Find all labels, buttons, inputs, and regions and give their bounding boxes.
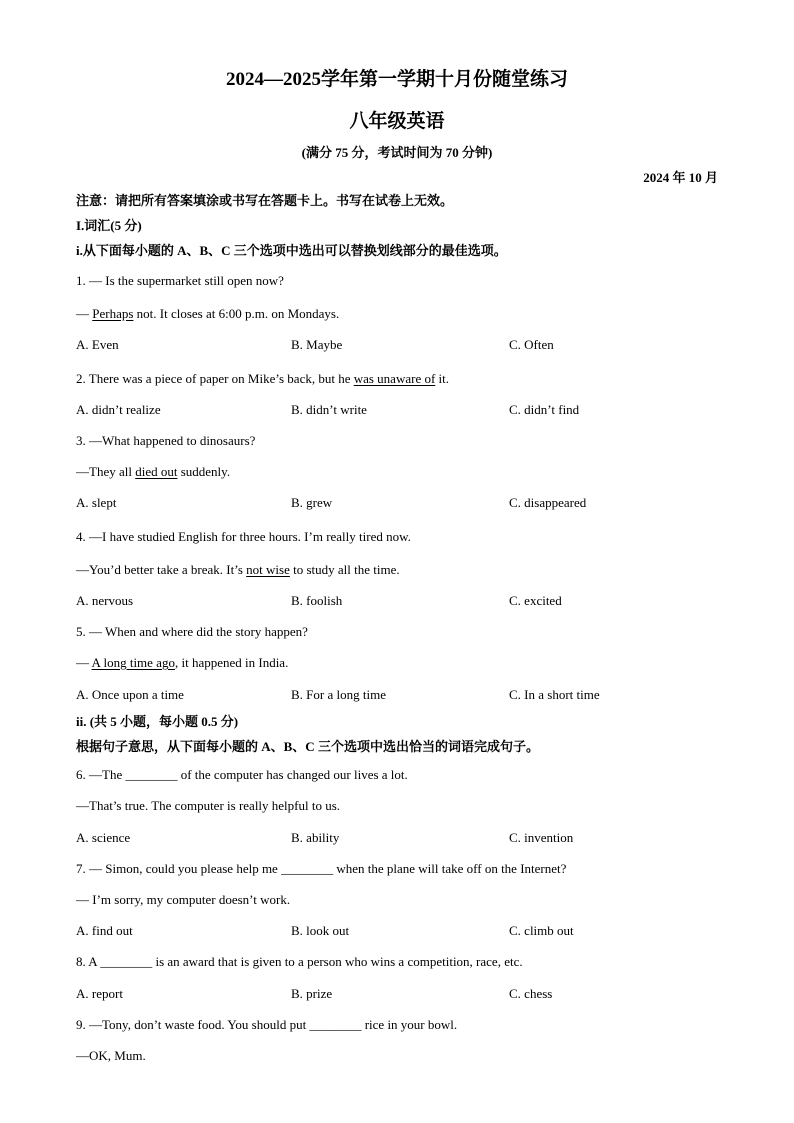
- option-a: A. science: [76, 830, 131, 845]
- question-8-line: [76, 954, 523, 970]
- question-1-line: [76, 306, 339, 322]
- question-9-line: [76, 1048, 146, 1064]
- option-c: C. disappeared: [509, 495, 587, 510]
- question-text: —That’s true. The computer is really helpful to us.: [76, 798, 341, 813]
- option-c: C. excited: [509, 593, 562, 608]
- section-title: I.词汇(5 分): [76, 218, 142, 233]
- part-ii-title: ii. (共 5 小题，每小题 0.5 分): [76, 714, 239, 729]
- question-7-line: [76, 892, 290, 908]
- option-a: A. find out: [76, 923, 133, 938]
- question-text: 3. —What happened to dinosaurs?: [76, 433, 256, 448]
- question-text: —: [76, 306, 93, 321]
- question-5-line: [76, 655, 288, 671]
- exam-subject: 八年级英语: [349, 111, 445, 132]
- question-text: 4. —I have studied English for three hours. I’m really tired now.: [76, 529, 411, 544]
- option-c: C. Often: [509, 337, 554, 352]
- question-5-line: [76, 624, 308, 640]
- notice: 注意：请把所有答案填涂或书写在答题卡上。书写在试卷上无效。: [76, 193, 454, 208]
- option-b: B. ability: [291, 830, 340, 845]
- option-c: C. didn’t find: [509, 402, 580, 417]
- question-text: 9. —Tony, don’t waste food. You should put ________ rice in your bowl.: [76, 1017, 458, 1032]
- question-text: — I’m sorry, my computer doesn’t work.: [76, 892, 291, 907]
- question-text: —You’d better take a break. It’s: [76, 562, 247, 577]
- question-text: —OK, Mum.: [76, 1048, 146, 1063]
- question-9-line: [76, 1017, 457, 1033]
- option-c: C. invention: [509, 830, 574, 845]
- question-text: to study all the time.: [289, 562, 400, 577]
- option-a: A. slept: [76, 495, 117, 510]
- underlined-phrase: died out: [135, 464, 178, 479]
- question-text: 1. — Is the supermarket still open now?: [76, 273, 284, 288]
- exam-title: 2024—2025学年第一学期十月份随堂练习: [225, 69, 568, 90]
- option-a: A. Even: [76, 337, 119, 352]
- option-b: B. look out: [291, 923, 350, 938]
- option-a: A. report: [76, 986, 123, 1001]
- question-4-line: [76, 562, 400, 578]
- question-text: suddenly.: [177, 464, 231, 479]
- underlined-phrase: was unaware of: [353, 371, 436, 386]
- question-4-line: [76, 529, 411, 545]
- option-b: B. For a long time: [291, 687, 386, 702]
- question-6-line: [76, 798, 340, 814]
- option-b: B. foolish: [291, 593, 343, 608]
- option-a: A. didn’t realize: [76, 402, 161, 417]
- option-a: A. nervous: [76, 593, 134, 608]
- part-ii-instruction: 根据句子意思，从下面每小题的 A、B、C 三个选项中选出恰当的词语完成句子。: [76, 739, 539, 754]
- question-3-line: [76, 464, 230, 480]
- question-text: —They all: [76, 464, 136, 479]
- underlined-phrase: A long time ago: [91, 655, 175, 670]
- option-b: B. grew: [291, 495, 333, 510]
- question-text: 5. — When and where did the story happen?: [76, 624, 308, 639]
- option-c: C. climb out: [509, 923, 574, 938]
- question-1-line: [76, 273, 284, 289]
- question-text: —: [76, 655, 92, 670]
- part-i-instruction: i.从下面每小题的 A、B、C 三个选项中选出可以替换划线部分的最佳选项。: [76, 243, 507, 258]
- option-c: C. In a short time: [509, 687, 600, 702]
- question-text: 6. —The ________ of the computer has changed our lives a lot.: [76, 767, 408, 782]
- option-b: B. Maybe: [291, 337, 343, 352]
- question-text: 8. A ________ is an award that is given to a person who wins a competition, race, etc.: [76, 954, 523, 969]
- question-7-line: [76, 861, 566, 877]
- exam-date: 2024 年 10 月: [643, 170, 718, 185]
- question-3-line: [76, 433, 255, 449]
- question-text: not. It closes at 6:00 p.m. on Mondays.: [133, 306, 340, 321]
- underlined-phrase: not wise: [246, 562, 290, 577]
- question-6-line: [76, 767, 408, 783]
- question-2-line: [76, 371, 449, 387]
- option-c: C. chess: [509, 986, 553, 1001]
- option-b: B. didn’t write: [291, 402, 367, 417]
- question-text: 7. — Simon, could you please help me ________ when the plane will take off on the Internet?: [76, 861, 567, 876]
- question-text: 2. There was a piece of paper on Mike’s back, but he: [76, 371, 354, 386]
- option-b: B. prize: [291, 986, 333, 1001]
- question-text: , it happened in India.: [174, 655, 289, 670]
- question-text: it.: [435, 371, 450, 386]
- option-a: A. Once upon a time: [76, 687, 184, 702]
- exam-info: (满分 75 分，考试时间为 70 分钟): [301, 145, 493, 160]
- underlined-phrase: Perhaps: [92, 306, 134, 321]
